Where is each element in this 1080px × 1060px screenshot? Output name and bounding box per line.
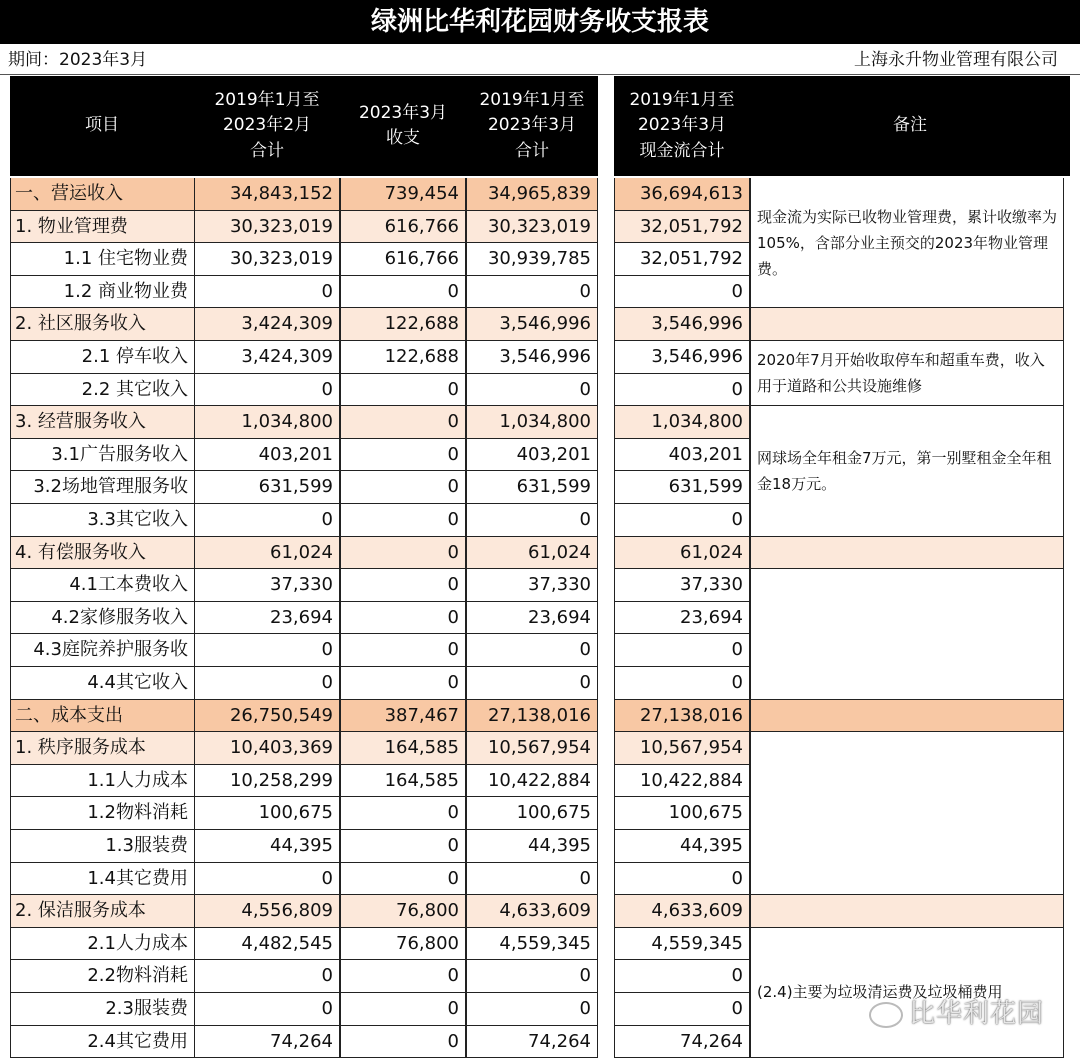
row-value-3: 61,024 <box>466 537 598 570</box>
row-value-2: 0 <box>340 797 466 830</box>
row-value-4: 0 <box>614 276 750 309</box>
row-label: 3.1广告服务收入 <box>10 439 194 472</box>
row-value-3: 3,546,996 <box>466 341 598 374</box>
row-value-2: 122,688 <box>340 341 466 374</box>
row-value-1: 0 <box>194 863 340 896</box>
note-text: (2.4)主要为垃圾清运费及垃圾桶费用 <box>757 983 1003 1002</box>
row-value-4: 0 <box>614 374 750 407</box>
row-value-1: 30,323,019 <box>194 243 340 276</box>
row-value-2: 387,467 <box>340 700 466 733</box>
row-value-1: 631,599 <box>194 471 340 504</box>
row-value-3: 0 <box>466 634 598 667</box>
row-label: 2. 保洁服务成本 <box>10 895 194 928</box>
row-value-2: 0 <box>340 537 466 570</box>
column-header-item <box>10 76 194 176</box>
note-cell <box>750 732 1064 895</box>
note-cell <box>750 700 1064 733</box>
row-value-3: 30,323,019 <box>466 211 598 244</box>
watermark <box>869 993 1044 1030</box>
row-value-3: 23,694 <box>466 602 598 635</box>
divider <box>0 74 1080 75</box>
row-value-3: 0 <box>466 667 598 700</box>
row-value-2: 76,800 <box>340 928 466 961</box>
row-value-1: 23,694 <box>194 602 340 635</box>
row-value-2: 0 <box>340 993 466 1026</box>
row-value-4: 36,694,613 <box>614 178 750 211</box>
row-label: 1.1 住宅物业费 <box>10 243 194 276</box>
column-gap <box>598 76 614 1060</box>
row-label: 1.3服装费 <box>10 830 194 863</box>
row-value-3: 0 <box>466 993 598 1026</box>
row-value-1: 0 <box>194 993 340 1026</box>
row-value-1: 1,034,800 <box>194 406 340 439</box>
row-value-1: 34,843,152 <box>194 178 340 211</box>
wechat-icon <box>869 1002 903 1028</box>
row-value-3: 631,599 <box>466 471 598 504</box>
row-value-4: 44,395 <box>614 830 750 863</box>
note-cell <box>750 569 1064 699</box>
row-value-4: 32,051,792 <box>614 243 750 276</box>
row-value-3: 0 <box>466 374 598 407</box>
row-value-3: 74,264 <box>466 1026 598 1059</box>
column-header-text: 2019年1月至 2023年3月 现金流合计 <box>629 89 735 161</box>
note-cell <box>750 537 1064 570</box>
row-value-4: 32,051,792 <box>614 211 750 244</box>
row-label: 1.2 商业物业费 <box>10 276 194 309</box>
watermark-text: 比华利花园 <box>908 999 1044 1029</box>
row-value-3: 100,675 <box>466 797 598 830</box>
row-value-3: 0 <box>466 863 598 896</box>
row-value-2: 0 <box>340 504 466 537</box>
column-header-c4 <box>614 76 750 176</box>
row-label: 3.2场地管理服务收 <box>10 471 194 504</box>
row-value-4: 631,599 <box>614 471 750 504</box>
row-label: 1. 物业管理费 <box>10 211 194 244</box>
row-value-1: 3,424,309 <box>194 308 340 341</box>
row-value-2: 0 <box>340 960 466 993</box>
row-value-1: 74,264 <box>194 1026 340 1059</box>
note-text: 现金流为实际已收物业管理费，累计收缴率为105%，含部分业主预交的2023年物业管理费。 <box>757 207 1058 278</box>
row-label: 4.1工本费收入 <box>10 569 194 602</box>
column-header-text: 项目 <box>85 115 119 136</box>
row-label: 1.4其它费用 <box>10 863 194 896</box>
report-title: 绿洲比华利花园财务收支报表 <box>0 0 1080 44</box>
row-value-2: 616,766 <box>340 211 466 244</box>
note-cell <box>750 178 1064 308</box>
row-label: 1.2物料消耗 <box>10 797 194 830</box>
row-label: 2.3服装费 <box>10 993 194 1026</box>
row-label: 1.1人力成本 <box>10 765 194 798</box>
note-cell <box>750 406 1064 536</box>
row-value-2: 0 <box>340 471 466 504</box>
note-cell <box>750 308 1064 341</box>
row-value-4: 0 <box>614 634 750 667</box>
row-value-4: 0 <box>614 960 750 993</box>
row-value-2: 0 <box>340 863 466 896</box>
row-value-3: 0 <box>466 504 598 537</box>
row-value-2: 164,585 <box>340 765 466 798</box>
row-value-2: 0 <box>340 406 466 439</box>
company-name: 上海永升物业管理有限公司 <box>854 50 1058 70</box>
row-value-4: 0 <box>614 863 750 896</box>
row-value-1: 0 <box>194 667 340 700</box>
row-value-2: 0 <box>340 602 466 635</box>
row-label: 2.1人力成本 <box>10 928 194 961</box>
column-header-c2 <box>340 76 466 176</box>
row-value-4: 0 <box>614 667 750 700</box>
row-value-4: 10,567,954 <box>614 732 750 765</box>
row-value-4: 23,694 <box>614 602 750 635</box>
row-value-3: 34,965,839 <box>466 178 598 211</box>
row-value-1: 4,482,545 <box>194 928 340 961</box>
row-value-4: 0 <box>614 993 750 1026</box>
row-value-1: 44,395 <box>194 830 340 863</box>
row-label: 一、营运收入 <box>10 178 194 211</box>
row-value-4: 4,633,609 <box>614 895 750 928</box>
row-value-1: 0 <box>194 374 340 407</box>
note-cell <box>750 341 1064 406</box>
row-value-3: 4,633,609 <box>466 895 598 928</box>
row-value-3: 27,138,016 <box>466 700 598 733</box>
row-value-1: 30,323,019 <box>194 211 340 244</box>
row-value-1: 4,556,809 <box>194 895 340 928</box>
row-value-1: 0 <box>194 504 340 537</box>
row-value-1: 100,675 <box>194 797 340 830</box>
row-value-2: 76,800 <box>340 895 466 928</box>
row-value-1: 10,258,299 <box>194 765 340 798</box>
row-value-2: 0 <box>340 830 466 863</box>
row-value-4: 0 <box>614 504 750 537</box>
note-cell <box>750 895 1064 928</box>
row-value-2: 0 <box>340 1026 466 1059</box>
row-label: 2.2物料消耗 <box>10 960 194 993</box>
row-value-3: 44,395 <box>466 830 598 863</box>
column-header-text: 2019年1月至 2023年2月 合计 <box>214 89 320 161</box>
row-label: 2. 社区服务收入 <box>10 308 194 341</box>
row-value-2: 0 <box>340 634 466 667</box>
row-label: 3. 经营服务收入 <box>10 406 194 439</box>
row-value-1: 3,424,309 <box>194 341 340 374</box>
row-label: 4. 有偿服务收入 <box>10 537 194 570</box>
row-value-1: 0 <box>194 634 340 667</box>
row-value-3: 4,559,345 <box>466 928 598 961</box>
row-label: 2.4其它费用 <box>10 1026 194 1059</box>
gap-line <box>598 76 599 176</box>
row-value-2: 0 <box>340 439 466 472</box>
row-value-1: 61,024 <box>194 537 340 570</box>
row-label: 二、成本支出 <box>10 700 194 733</box>
row-value-2: 739,454 <box>340 178 466 211</box>
row-label: 1. 秩序服务成本 <box>10 732 194 765</box>
row-label: 3.3其它收入 <box>10 504 194 537</box>
row-value-1: 37,330 <box>194 569 340 602</box>
row-value-4: 4,559,345 <box>614 928 750 961</box>
row-value-4: 3,546,996 <box>614 341 750 374</box>
row-label: 4.4其它收入 <box>10 667 194 700</box>
row-value-4: 1,034,800 <box>614 406 750 439</box>
row-value-3: 403,201 <box>466 439 598 472</box>
row-value-2: 0 <box>340 569 466 602</box>
row-value-1: 10,403,369 <box>194 732 340 765</box>
row-value-3: 0 <box>466 276 598 309</box>
row-value-3: 37,330 <box>466 569 598 602</box>
row-value-3: 30,939,785 <box>466 243 598 276</box>
column-header-note <box>750 76 1070 176</box>
row-value-3: 3,546,996 <box>466 308 598 341</box>
row-value-4: 403,201 <box>614 439 750 472</box>
row-value-1: 0 <box>194 276 340 309</box>
row-value-4: 37,330 <box>614 569 750 602</box>
row-label: 4.2家修服务收入 <box>10 602 194 635</box>
column-header-text: 2023年3月 收支 <box>358 102 448 148</box>
row-label: 4.3庭院养护服务收 <box>10 634 194 667</box>
row-value-4: 61,024 <box>614 537 750 570</box>
column-header-text: 备注 <box>893 115 927 136</box>
row-value-4: 10,422,884 <box>614 765 750 798</box>
row-value-3: 0 <box>466 960 598 993</box>
row-label: 2.1 停车收入 <box>10 341 194 374</box>
row-value-4: 74,264 <box>614 1026 750 1059</box>
row-value-2: 616,766 <box>340 243 466 276</box>
row-value-2: 0 <box>340 374 466 407</box>
column-header-text: 2019年1月至 2023年3月 合计 <box>479 89 585 161</box>
row-value-4: 3,546,996 <box>614 308 750 341</box>
column-header-c1 <box>194 76 340 176</box>
row-label: 2.2 其它收入 <box>10 374 194 407</box>
row-value-2: 0 <box>340 667 466 700</box>
row-value-3: 1,034,800 <box>466 406 598 439</box>
row-value-1: 403,201 <box>194 439 340 472</box>
row-value-3: 10,422,884 <box>466 765 598 798</box>
row-value-2: 122,688 <box>340 308 466 341</box>
note-text: 网球场全年租金7万元，第一别墅租金全年租金18万元。 <box>757 448 1052 493</box>
period-label: 期间：2023年3月 <box>8 50 148 70</box>
row-value-4: 100,675 <box>614 797 750 830</box>
row-value-2: 0 <box>340 276 466 309</box>
note-text: 2020年7月开始收取停车和超重车费，收入用于道路和公共设施维修 <box>757 351 1045 396</box>
row-value-4: 27,138,016 <box>614 700 750 733</box>
column-header-c3 <box>466 76 598 176</box>
row-value-1: 26,750,549 <box>194 700 340 733</box>
row-value-2: 164,585 <box>340 732 466 765</box>
row-value-1: 0 <box>194 960 340 993</box>
row-value-3: 10,567,954 <box>466 732 598 765</box>
